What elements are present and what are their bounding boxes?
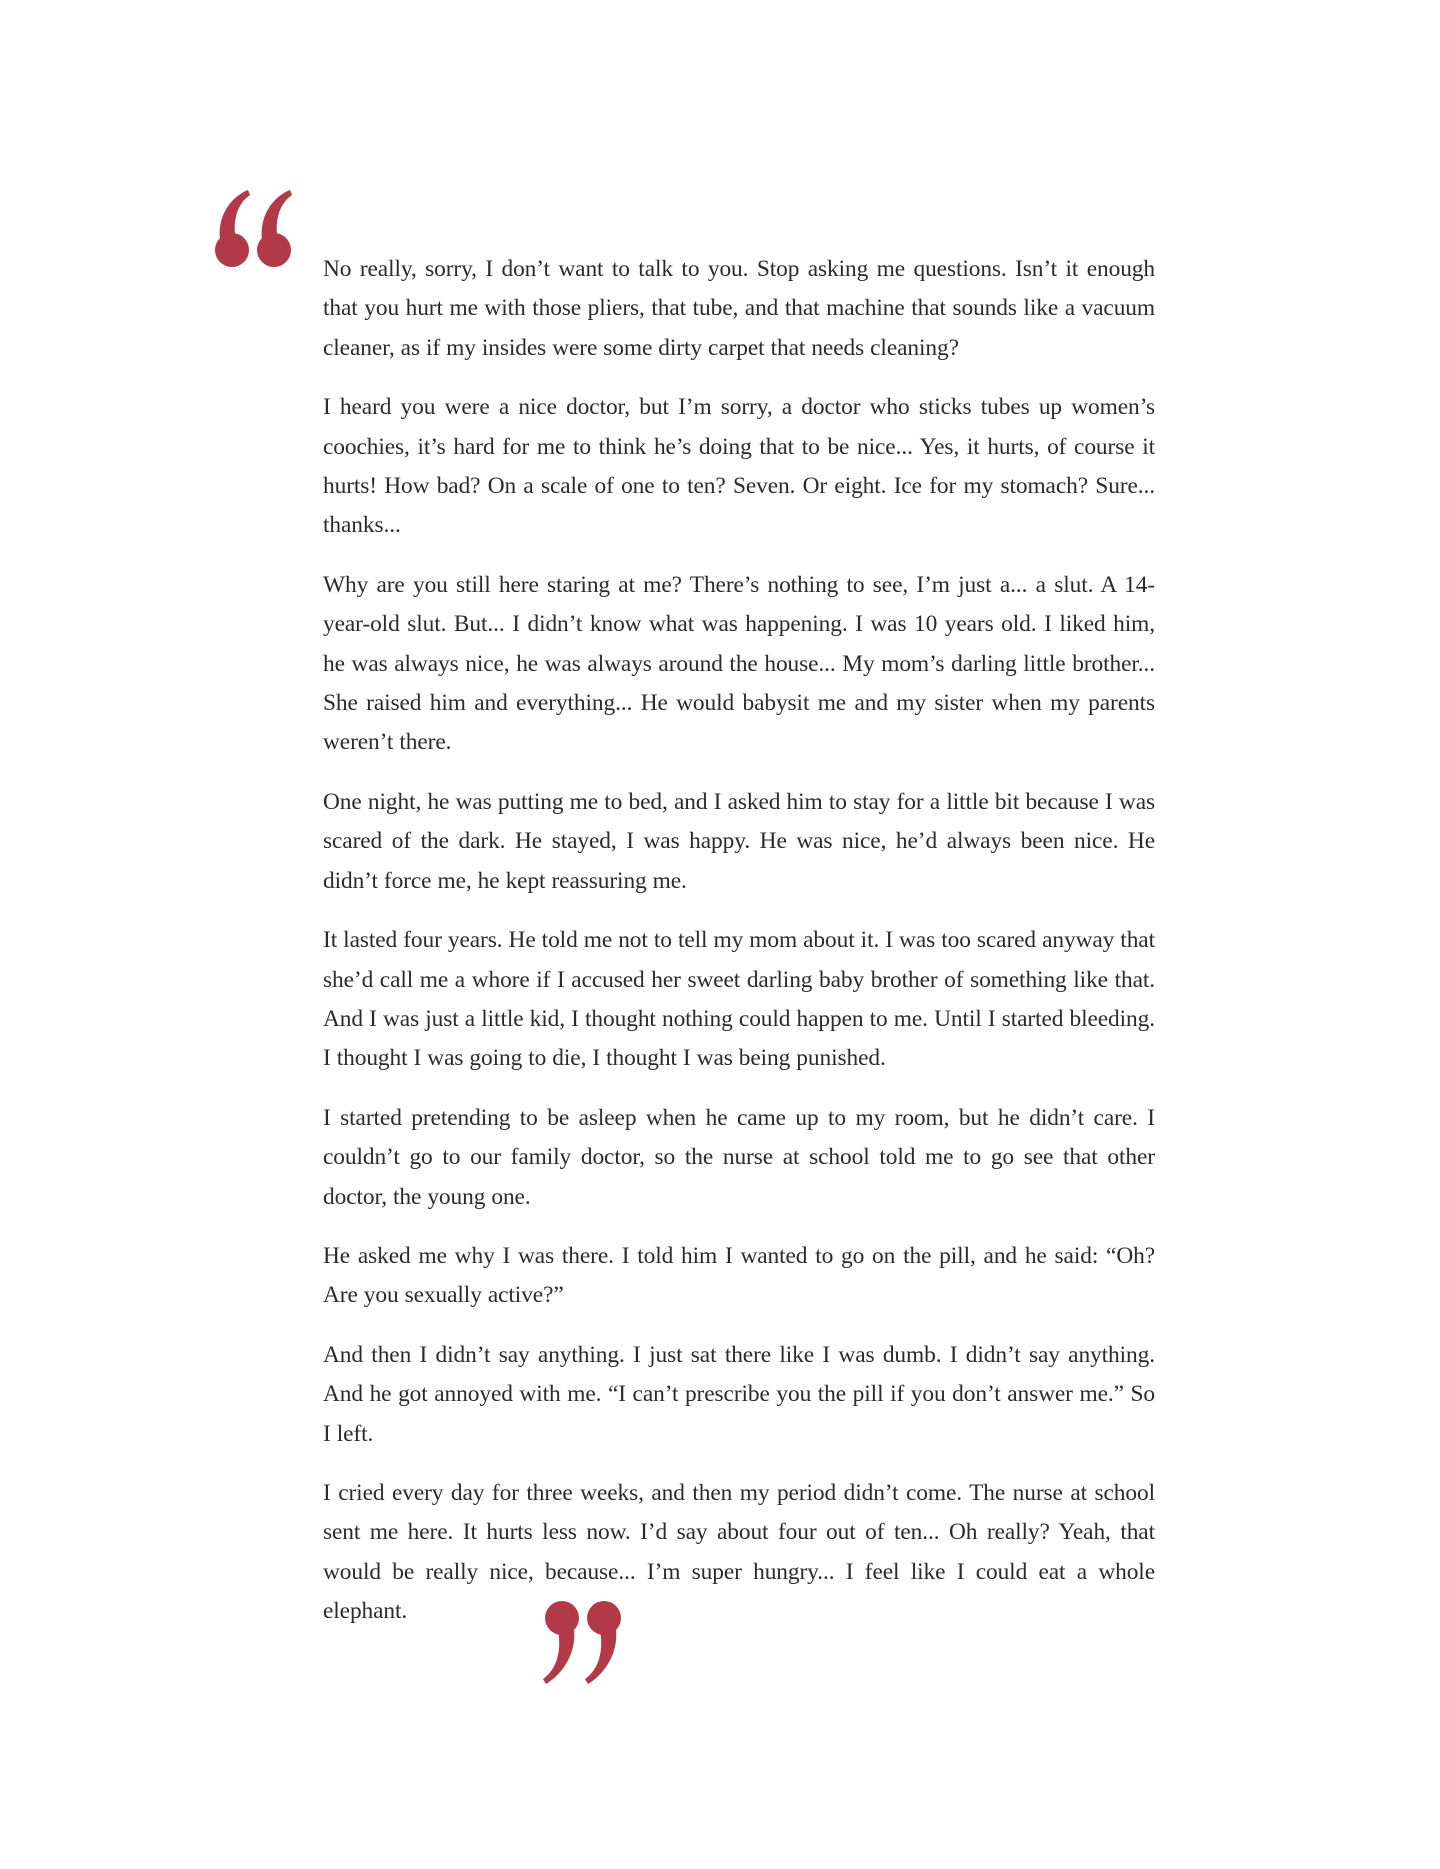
- left-double-quote-icon: [210, 188, 300, 288]
- paragraph: One night, he was putting me to bed, and I asked him to stay for a little bit because I was scared of the dark. He stayed, I was happy. He was nice, he’d always been nice. He didn’t force me, he kept reassuring me.: [323, 788, 1155, 894]
- paragraph: I heard you were a nice doctor, but I’m sorry, a doctor who sticks tubes up women’s coochies, it’s hard for me to think he’s doing that to be nice... Yes, it hurts, of course it hurts! How bad? On a scale of one to ten? Seven. Or eight. Ice for my stomach? Sure... thanks...: [323, 394, 1155, 539]
- paragraph: Why are you still here staring at me? There’s nothing to see, I’m just a... a slut. A 14-year-old slut. But... I didn’t know what was happening. I was 10 years old. I liked him, he was always nice, he was always around the house... My mom’s darling little brother... She raised him and everything... He would babysit me and my sister when my parents weren’t there.: [323, 571, 1155, 756]
- paragraph: I cried every day for three weeks, and then my period didn’t come. The nurse at school sent me here. It hurts less now. I’d say about four out of ten... Oh really? Yeah, that would be really nice, because... I’m super hungry... I feel like I could eat a whole elephant.: [323, 1479, 1155, 1625]
- paragraph: And then I didn’t say anything. I just sat there like I was dumb. I didn’t say anything. And he got annoyed with me. “I can’t prescribe you the pill if you don’t answer me.” So I left.: [323, 1341, 1155, 1447]
- right-double-quote-icon: [536, 1588, 626, 1688]
- paragraph: No really, sorry, I don’t want to talk to you. Stop asking me questions. Isn’t it enough that you hurt me with those pliers, that tube, and that machine that sounds like a vacuum cleaner, as if my insides were some dirty carpet that needs cleaning?: [323, 256, 1155, 361]
- paragraph: He asked me why I was there. I told him I wanted to go on the pill, and he said: “Oh? Are you sexually active?”: [323, 1242, 1155, 1309]
- testimony-text: [323, 250, 1155, 1652]
- paragraph: It lasted four years. He told me not to tell my mom about it. I was too scared anyway that she’d call me a whore if I accused her sweet darling baby brother of something like that. And I was just a little kid, I thought nothing could happen to me. Until I started bleeding. I thought I was going to die, I thought I was being punished.: [323, 927, 1155, 1072]
- paragraph: I started pretending to be asleep when he came up to my room, but he didn’t care. I couldn’t go to our family doctor, so the nurse at school told me to go see that other doctor, the young one.: [323, 1104, 1155, 1210]
